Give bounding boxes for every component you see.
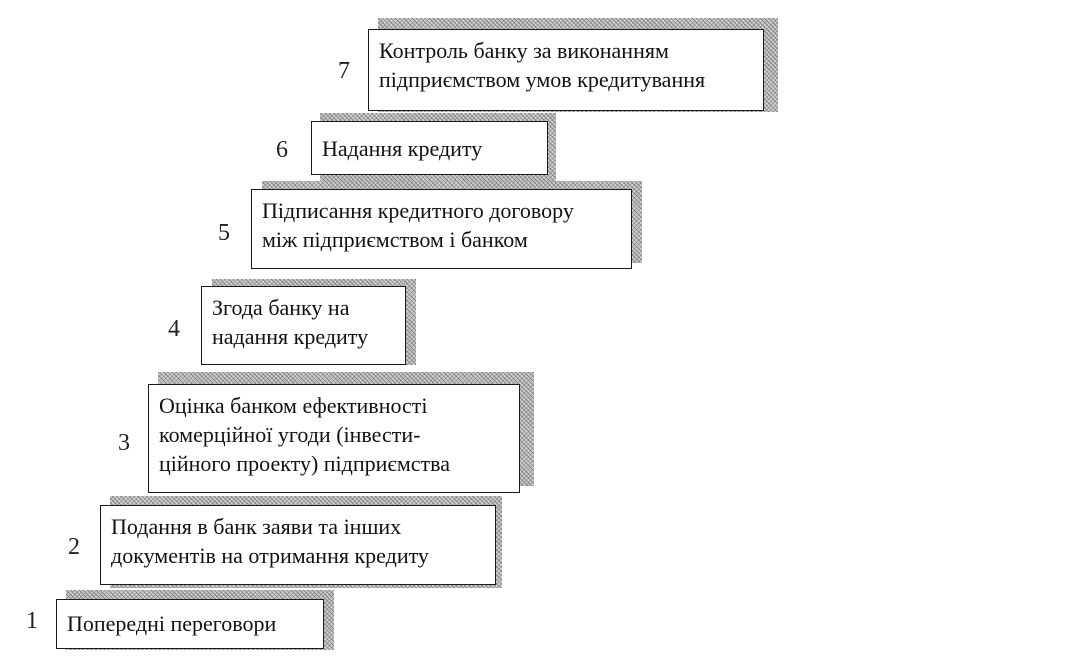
step-2-box bbox=[100, 505, 496, 585]
step-2-text-line-2: документів на отримання кредиту bbox=[111, 543, 429, 568]
step-3-text-line-2: комерційної угоди (інвести- bbox=[159, 422, 421, 447]
step-2-text-line-1: Подання в банк заяви та інших bbox=[111, 514, 402, 539]
step-7-text-line-2: підприємством умов кредитування bbox=[379, 67, 706, 92]
step-6-text-line-1: Надання кредиту bbox=[322, 136, 483, 161]
step-5-number: 5 bbox=[218, 220, 230, 246]
step-7-box bbox=[368, 29, 764, 111]
step-6-number: 6 bbox=[276, 137, 288, 163]
step-6-box bbox=[311, 121, 548, 175]
step-3-box bbox=[148, 384, 520, 493]
step-1-box bbox=[56, 599, 324, 649]
step-5-text-line-2: між підприємством і банком bbox=[262, 227, 528, 252]
step-4-text-line-1: Згода банку на bbox=[212, 295, 350, 320]
step-3-text-line-3: ційного проекту) підприємства bbox=[159, 451, 450, 476]
step-4-number: 4 bbox=[168, 316, 180, 342]
step-7-number: 7 bbox=[338, 58, 350, 84]
step-4-box bbox=[201, 286, 406, 365]
step-5-text-line-1: Підписання кредитного договору bbox=[262, 198, 574, 223]
step-7-text-line-1: Контроль банку за виконанням bbox=[379, 38, 669, 63]
step-1-number: 1 bbox=[26, 608, 38, 634]
step-3-text-line-1: Оцінка банком ефективності bbox=[159, 393, 428, 418]
step-4-text-line-2: надання кредиту bbox=[212, 324, 369, 349]
step-3-number: 3 bbox=[118, 430, 130, 456]
step-2-number: 2 bbox=[68, 534, 80, 560]
step-5-box bbox=[251, 189, 632, 269]
step-1-text-line-1: Попередні переговори bbox=[67, 611, 277, 636]
